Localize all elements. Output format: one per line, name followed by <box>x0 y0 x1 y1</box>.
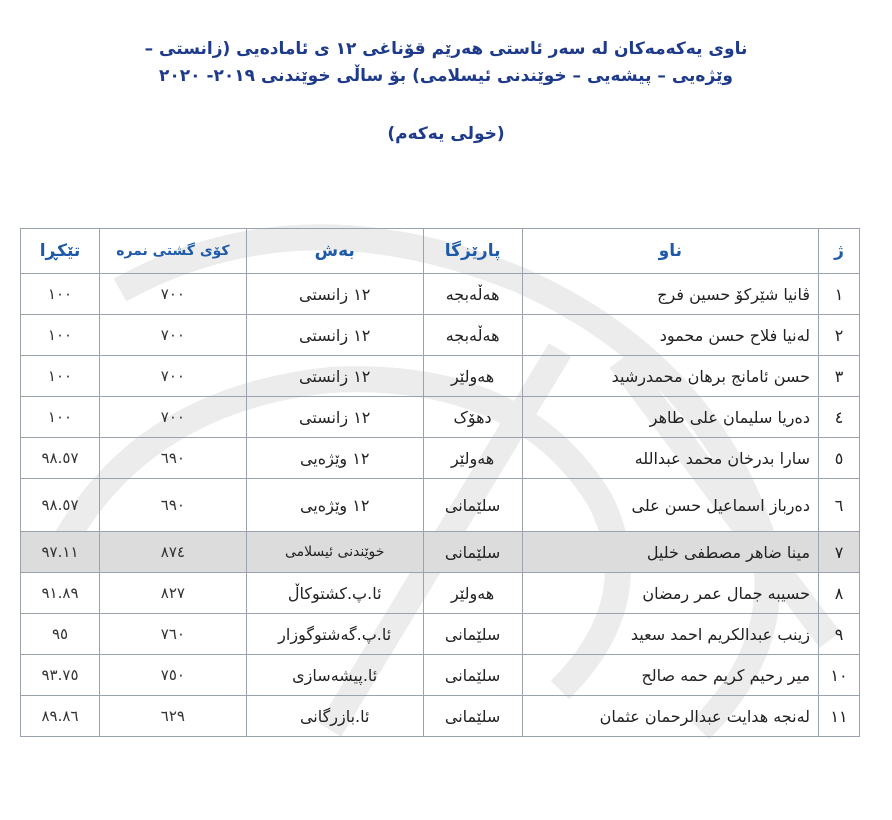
cell-index: ٢ <box>819 315 860 356</box>
table-row <box>21 438 860 479</box>
header-percent: تێکڕا <box>21 229 100 274</box>
table-row <box>21 315 860 356</box>
table-header-row <box>21 229 860 274</box>
cell-percent: ٩١.٨٩ <box>21 573 100 614</box>
cell-percent: ١٠٠ <box>21 356 100 397</box>
cell-name: حسن ئامانج برهان محمدرشید <box>522 356 818 397</box>
cell-name: میر رحیم کریم حمه صالح <box>522 655 818 696</box>
cell-city: هەولێر <box>423 438 522 479</box>
cell-total: ٧٦٠ <box>100 614 247 655</box>
cell-city: هەڵەبجە <box>423 315 522 356</box>
cell-branch: ١٢ زانستی <box>246 397 423 438</box>
table-row <box>21 614 860 655</box>
cell-index: ٧ <box>819 532 860 573</box>
cell-index: ١٠ <box>819 655 860 696</box>
table-row <box>21 397 860 438</box>
cell-index: ٣ <box>819 356 860 397</box>
cell-name: لەنجە هدایت عبدالرحمان عثمان <box>522 696 818 737</box>
cell-name: مینا ضاهر مصطفی خلیل <box>522 532 818 573</box>
page-title <box>0 36 892 90</box>
table-row <box>21 274 860 315</box>
cell-percent: ٩٣.٧٥ <box>21 655 100 696</box>
cell-total: ٦٢٩ <box>100 696 247 737</box>
header-branch: بەش <box>246 229 423 274</box>
cell-branch: ئا.پ.کشتوکاڵ <box>246 573 423 614</box>
cell-name: سارا بدرخان محمد عبدالله <box>522 438 818 479</box>
cell-city: سلێمانی <box>423 614 522 655</box>
cell-city: سلێمانی <box>423 696 522 737</box>
cell-city: سلێمانی <box>423 655 522 696</box>
cell-branch: ئا.پیشەسازی <box>246 655 423 696</box>
cell-branch: ١٢ زانستی <box>246 356 423 397</box>
cell-percent: ٩٨.٥٧ <box>21 479 100 532</box>
table-row <box>21 655 860 696</box>
title-line-1: ناوی یەکەمەکان لە سەر ئاستی هەرێم قۆناغی ١٢ ی ئامادەیی (زانستی – <box>144 39 748 59</box>
header-name: ناو <box>522 229 818 274</box>
results-table <box>20 228 860 737</box>
cell-name: دەریا سلیمان علی طاهر <box>522 397 818 438</box>
cell-city: هەولێر <box>423 573 522 614</box>
cell-percent: ١٠٠ <box>21 274 100 315</box>
cell-percent: ٨٩.٨٦ <box>21 696 100 737</box>
page-subtitle: (خولی یەکەم) <box>387 124 505 144</box>
cell-city: هەولێر <box>423 356 522 397</box>
cell-percent: ٩٥ <box>21 614 100 655</box>
header-total: کۆی گشتی نمرە <box>100 229 247 274</box>
table-row <box>21 696 860 737</box>
cell-name: حسیبە جمال عمر رمضان <box>522 573 818 614</box>
cell-city: هەڵەبجە <box>423 274 522 315</box>
cell-branch: ١٢ زانستی <box>246 274 423 315</box>
cell-total: ٨٧٤ <box>100 532 247 573</box>
header-index: ژ <box>819 229 860 274</box>
cell-branch: ئا.بازرگانی <box>246 696 423 737</box>
cell-name: زینب عبدالکریم احمد سعید <box>522 614 818 655</box>
cell-total: ٦٩٠ <box>100 438 247 479</box>
cell-city: سلێمانی <box>423 532 522 573</box>
cell-percent: ٩٨.٥٧ <box>21 438 100 479</box>
table-row <box>21 573 860 614</box>
cell-name: دەرباز اسماعیل حسن علی <box>522 479 818 532</box>
cell-branch: ئا.پ.گەشتوگوزار <box>246 614 423 655</box>
cell-index: ٩ <box>819 614 860 655</box>
cell-total: ٧٠٠ <box>100 315 247 356</box>
cell-total: ٧٥٠ <box>100 655 247 696</box>
cell-total: ٦٩٠ <box>100 479 247 532</box>
cell-percent: ١٠٠ <box>21 315 100 356</box>
cell-branch: ١٢ وێژەیی <box>246 438 423 479</box>
cell-index: ١ <box>819 274 860 315</box>
cell-percent: ٩٧.١١ <box>21 532 100 573</box>
cell-city: سلێمانی <box>423 479 522 532</box>
cell-index: ٨ <box>819 573 860 614</box>
cell-branch: ١٢ زانستی <box>246 315 423 356</box>
cell-index: ٦ <box>819 479 860 532</box>
cell-percent: ١٠٠ <box>21 397 100 438</box>
cell-branch: ١٢ وێژەیی <box>246 479 423 532</box>
cell-index: ١١ <box>819 696 860 737</box>
cell-index: ٥ <box>819 438 860 479</box>
cell-total: ٧٠٠ <box>100 356 247 397</box>
cell-index: ٤ <box>819 397 860 438</box>
cell-city: دهۆک <box>423 397 522 438</box>
header-city: پارێزگا <box>423 229 522 274</box>
cell-total: ٨٢٧ <box>100 573 247 614</box>
cell-name: لەنیا فلاح حسن محمود <box>522 315 818 356</box>
table-row <box>21 356 860 397</box>
cell-branch: خوێندنی ئیسلامی <box>246 532 423 573</box>
cell-total: ٧٠٠ <box>100 274 247 315</box>
table-row-highlighted <box>21 532 860 573</box>
cell-name: ڤانیا شێرکۆ حسین فرج <box>522 274 818 315</box>
table-row <box>21 479 860 532</box>
title-line-2: وێژەیی – پیشەیی – خوێندنی ئیسلامی) بۆ ساڵی خوێندنی ٢٠١٩- ٢٠٢٠ <box>159 66 733 86</box>
cell-total: ٧٠٠ <box>100 397 247 438</box>
